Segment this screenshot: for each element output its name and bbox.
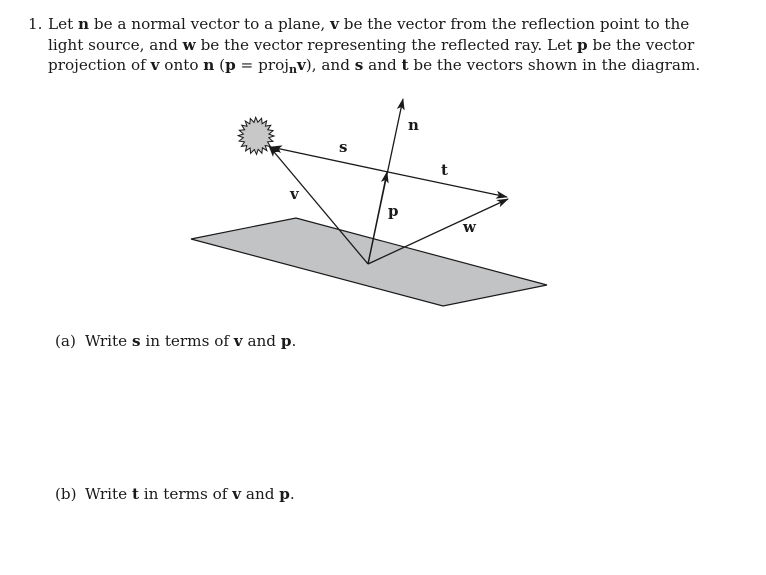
part-b-label: (b) bbox=[55, 485, 77, 503]
label-v: v bbox=[290, 185, 299, 203]
part-a: (a) Write s in terms of v and p. bbox=[55, 332, 297, 350]
vector-s bbox=[271, 147, 388, 172]
part-a-label: (a) bbox=[55, 332, 76, 350]
vec-n: n bbox=[78, 15, 90, 33]
vec-w: w bbox=[182, 35, 196, 54]
label-s: s bbox=[339, 138, 348, 156]
label-n: n bbox=[408, 116, 419, 134]
label-w: w bbox=[463, 218, 476, 236]
proj-subscript: n bbox=[288, 63, 297, 77]
part-b: (b) Write t in terms of v and p. bbox=[55, 485, 295, 503]
problem-text: Let n be a normal vector to a plane, v be the vector from the reflection point to the light source, and w be the vector representing the reflected ray. Let p be the vector projection of v onto n (p = projnv), and s and t be the vectors shown in the diagram. bbox=[48, 15, 701, 77]
label-p: p bbox=[388, 202, 399, 220]
vec-t: t bbox=[401, 56, 409, 75]
vec-v: v bbox=[330, 15, 339, 33]
light-source-icon bbox=[238, 117, 274, 154]
vec-s: s bbox=[354, 56, 364, 75]
vec-p: p bbox=[577, 35, 588, 54]
problem-number: 1. bbox=[28, 15, 43, 33]
label-t: t bbox=[441, 161, 448, 179]
